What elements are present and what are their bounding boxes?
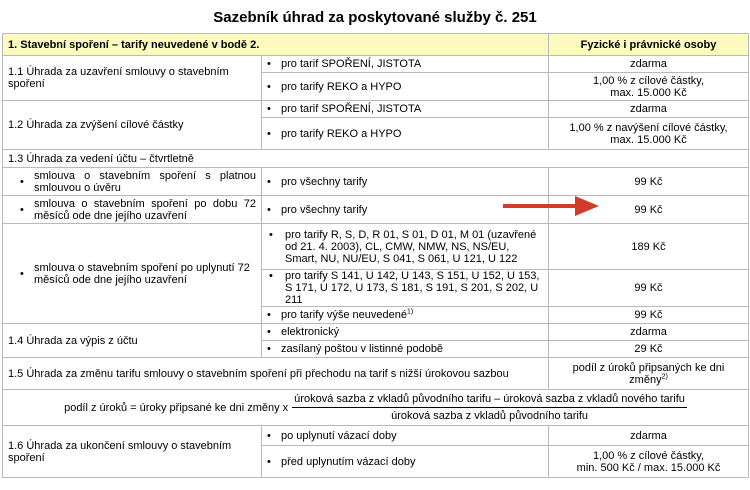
item-1-3-c-price-2: 99 Kč — [549, 270, 749, 307]
item-1-3-c-price-3: 99 Kč — [549, 307, 749, 324]
item-1-2-price-2: 1,00 % z navýšení cílové částky, max. 15.000 Kč — [549, 118, 749, 150]
item-1-3-b-variant: • pro všechny tarify — [262, 196, 549, 224]
item-1-3-c-variant-1: • pro tarify R, S, D, R 01, S 01, D 01, M 01 (uzavřené od 21. 4. 2003), CL, CMW, NMW, NS, NS/EU, Smart, NU, NU/EU, S 041, S 061, U 121, U 122 — [262, 224, 549, 270]
item-1-4-price-1: zdarma — [549, 324, 749, 341]
item-1-1-label: 1.1 Úhrada za uzavření smlouvy o stavebním spoření — [3, 56, 262, 101]
item-1-3-c-price-1: 189 Kč — [549, 224, 749, 270]
table-row — [3, 101, 749, 118]
table-row — [3, 150, 749, 168]
tariff-table — [2, 33, 749, 478]
item-1-6-variant-2: • před uplynutím vázací doby — [262, 446, 549, 478]
table-row — [3, 224, 749, 270]
item-1-4-price-2: 29 Kč — [549, 341, 749, 358]
interest-share-formula — [3, 390, 749, 426]
table-row — [3, 324, 749, 341]
item-1-4-variant-1: • elektronický — [262, 324, 549, 341]
footnote-ref: 1) — [406, 308, 414, 316]
item-1-2-variant-2: • pro tarify REKO a HYPO — [262, 118, 549, 150]
page-title: Sazebník úhrad za poskytované služby č. 251 — [213, 9, 537, 26]
item-1-2-variant-1: • pro tarif SPOŘENÍ, JISTOTA — [262, 101, 549, 118]
formula-denominator: úroková sazba z vkladů původního tarifu — [391, 410, 588, 422]
item-1-4-label: 1.4 Úhrada za výpis z účtu — [3, 324, 262, 358]
formula-lhs: podíl z úroků = úroky připsané ke dni změny x — [64, 401, 289, 414]
item-1-3-label: 1.3 Úhrada za vedení účtu – čtvrtletně — [3, 150, 749, 168]
item-1-6-price-2: 1,00 % z cílové částky, min. 500 Kč / max. 15.000 Kč — [549, 446, 749, 478]
table-row — [3, 390, 749, 426]
table-row — [3, 426, 749, 446]
section-heading: 1. Stavební spoření – tarify neuvedené v bodě 2. — [3, 34, 549, 56]
item-1-3-b-price: 99 Kč — [549, 196, 749, 224]
item-1-6-variant-1: • po uplynutí vázací doby — [262, 426, 549, 446]
item-1-6-price-1: zdarma — [549, 426, 749, 446]
item-1-3-c-label: • smlouva o stavebním spoření po uplynutí 72 měsíců ode dne jejího uzavření — [3, 224, 262, 324]
item-1-3-a-price: 99 Kč — [549, 168, 749, 196]
table-row — [3, 56, 749, 73]
item-1-2-label: 1.2 Úhrada za zvýšení cílové částky — [3, 101, 262, 150]
table-header-row — [3, 34, 749, 56]
item-1-5-price: podíl z úroků připsaných ke dni změny$^{2)}$ — [549, 358, 749, 390]
item-1-6-label: 1.6 Úhrada za ukončení smlouvy o stavebním spoření — [3, 426, 262, 478]
item-1-5-label: 1.5 Úhrada za změnu tarifu smlouvy o stavebním spoření při přechodu na tarif s nižší úrokovou sazbou — [3, 358, 549, 390]
formula-fraction — [292, 393, 687, 422]
item-1-2-price-1: zdarma — [549, 101, 749, 118]
item-1-1-variant-1: • pro tarif SPOŘENÍ, JISTOTA — [262, 56, 549, 73]
footnote-ref: 2) — [661, 372, 668, 380]
item-1-3-c-variant-2: • pro tarify S 141, U 142, U 143, S 151, U 152, U 153, S 171, U 172, U 173, S 181, S 191, S 201, S 202, U 211 — [262, 270, 549, 307]
table-row — [3, 358, 749, 390]
item-1-1-variant-2: • pro tarify REKO a HYPO — [262, 73, 549, 101]
item-1-3-a-label: • smlouva o stavebním spoření s platnou smlouvou o úvěru — [3, 168, 262, 196]
client-type-heading: Fyzické i právnické osoby — [549, 34, 749, 56]
table-row — [3, 168, 749, 196]
arrow-right-icon — [503, 196, 599, 216]
item-1-3-a-variant: • pro všechny tarify — [262, 168, 549, 196]
item-1-3-c-variant-3: • pro tarify výše neuvedené$^{1)}$ — [262, 307, 549, 324]
table-row — [3, 196, 749, 224]
item-1-3-b-label: • smlouva o stavebním spoření po dobu 72 měsíců ode dne jejího uzavření — [3, 196, 262, 224]
item-1-1-price-2: 1,00 % z cílové částky, max. 15.000 Kč — [549, 73, 749, 101]
arrow-head — [575, 196, 599, 216]
item-1-1-price-1: zdarma — [549, 56, 749, 73]
formula-numerator: úroková sazba z vkladů původního tarifu – úroková sazba z vkladů nového tarifu — [292, 393, 687, 408]
item-1-4-variant-2: • zasílaný poštou v listinné podobě — [262, 341, 549, 358]
